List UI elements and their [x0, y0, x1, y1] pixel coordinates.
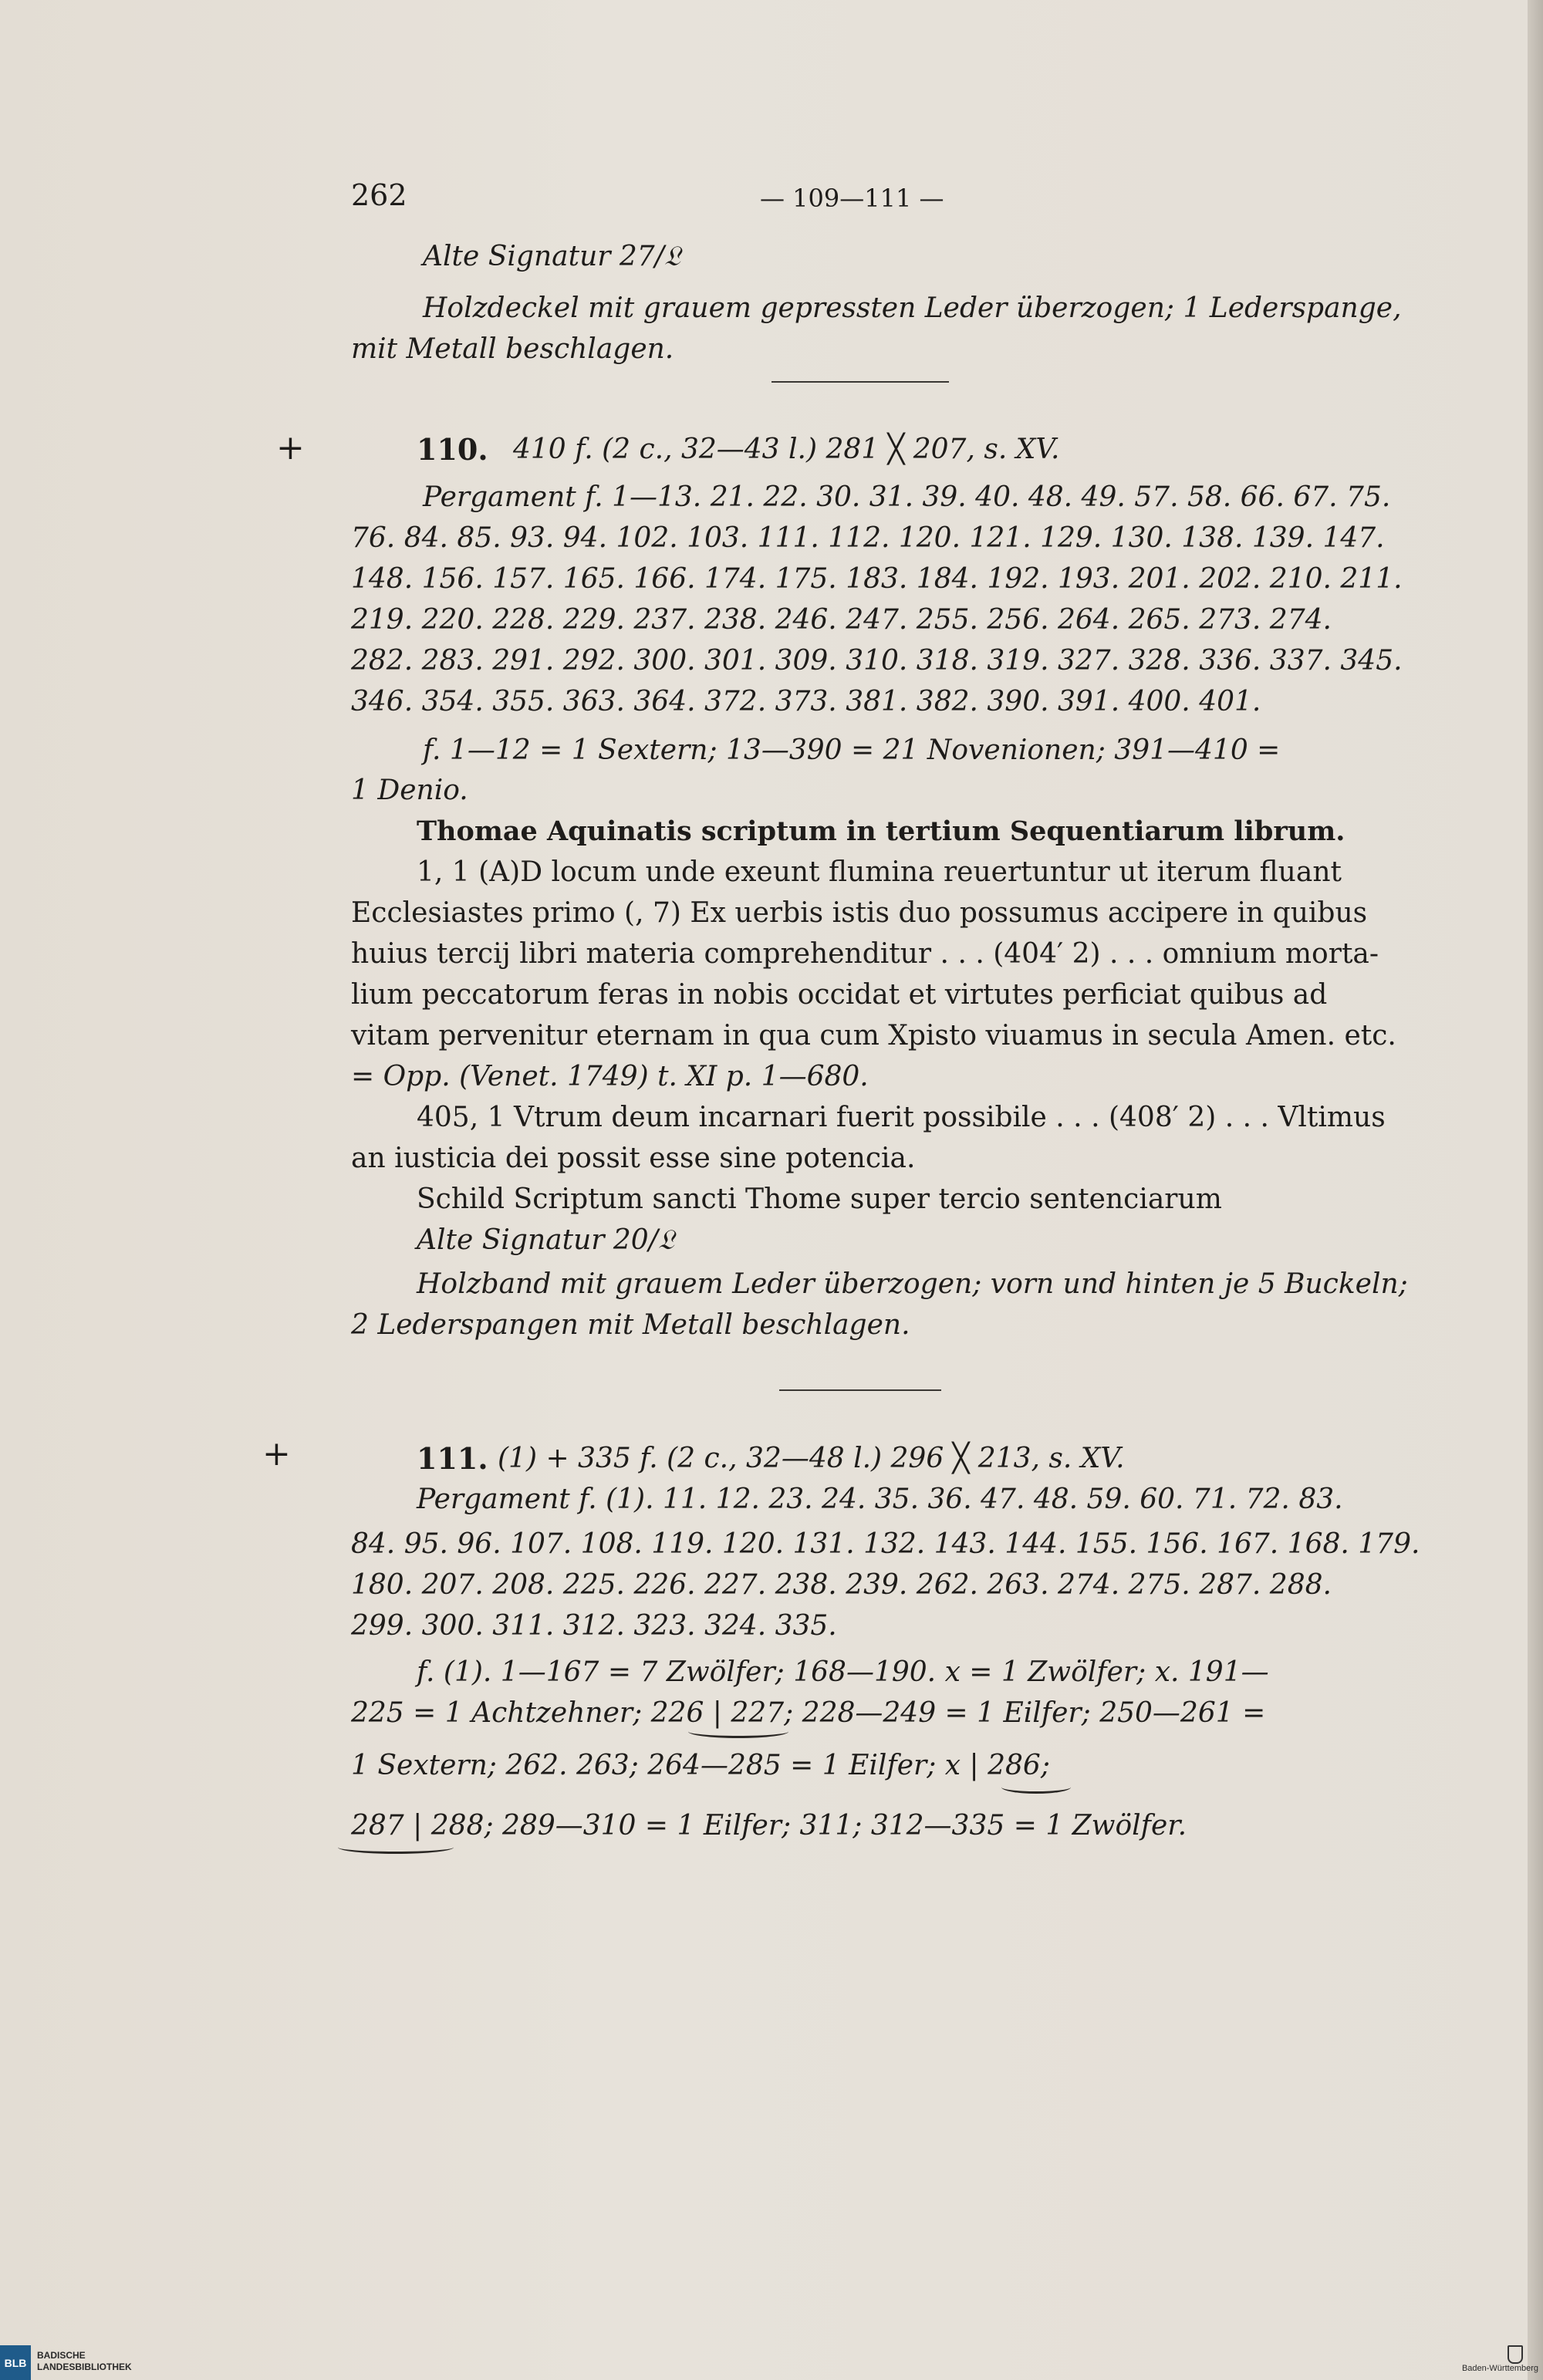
- entry-110-line: 1 Denio.: [351, 775, 468, 806]
- page-number: 262: [351, 178, 407, 212]
- entry-110-text-line: lium peccatorum feras in nobis occidat et virtutes perficiat quibus ad: [351, 979, 1328, 1011]
- entry-111-number: 111.: [417, 1441, 488, 1476]
- entry-110-text-line: 2 Lederspangen mit Metall beschlagen.: [351, 1309, 910, 1341]
- entry-109-signature: Alte Signatur 27/𝔏: [423, 241, 681, 272]
- entry-109-binding-line-1: Holzdeckel mit grauem gepressten Leder überzogen; 1 Lederspange,: [423, 292, 1402, 324]
- footer-region-label: Baden-Württemberg: [1461, 2364, 1538, 2373]
- entry-111-heading: (1) + 335 f. (2 c., 32—48 l.) 296 ╳ 213, s. XV.: [498, 1443, 1125, 1474]
- entry-111-line: 299. 300. 311. 312. 323. 324. 335.: [351, 1610, 837, 1642]
- section-divider: [779, 1389, 941, 1391]
- entry-110-line: 282. 283. 291. 292. 300. 301. 309. 310. 318. 319. 327. 328. 336. 337. 345.: [351, 645, 1403, 677]
- entry-110-line: 346. 354. 355. 363. 364. 372. 373. 381. 382. 390. 391. 400. 401.: [351, 686, 1261, 717]
- entry-110-line: 76. 84. 85. 93. 94. 102. 103. 111. 112. 120. 121. 129. 130. 138. 139. 147.: [351, 522, 1385, 554]
- entry-111-line: 1 Sextern; 262. 263; 264—285 = 1 Eilfer; x | 286;: [351, 1750, 1050, 1781]
- entry-111-line: Pergament f. (1). 11. 12. 23. 24. 35. 36. 47. 48. 59. 60. 71. 72. 83.: [417, 1484, 1343, 1515]
- section-divider: [772, 381, 949, 383]
- library-logo: BLB: [0, 2345, 31, 2380]
- running-title: — 109—111 —: [760, 184, 944, 213]
- entry-110-heading: 410 f. (2 c., 32—43 l.) 281 ╳ 207, s. XV.: [513, 434, 1060, 465]
- entry-111-marker: +: [262, 1434, 291, 1474]
- page-edge-shadow: [1528, 0, 1543, 2380]
- entry-110-text-line: Alte Signatur 20/𝔏: [417, 1224, 675, 1256]
- state-crest-icon: [1508, 2345, 1523, 2364]
- entry-110-text-line: Holzband mit grauem Leder überzogen; vorn und hinten je 5 Buckeln;: [417, 1268, 1408, 1300]
- entry-110-text-line: 405, 1 Vtrum deum incarnari fuerit possibile . . . (408′ 2) . . . Vltimus: [417, 1102, 1386, 1133]
- library-name: BADISCHE LANDESBIBLIOTHEK: [37, 2350, 132, 2372]
- binding-tie-mark: [1001, 1781, 1071, 1794]
- entry-110-number: 110.: [417, 432, 488, 467]
- binding-tie-mark: [688, 1725, 788, 1738]
- entry-110-marker: +: [276, 428, 305, 468]
- entry-111-line: 287 | 288; 289—310 = 1 Eilfer; 311; 312—335 = 1 Zwölfer.: [351, 1810, 1187, 1842]
- entry-111-line: f. (1). 1—167 = 7 Zwölfer; 168—190. x = 1 Zwölfer; x. 191—: [417, 1656, 1269, 1688]
- binding-tie-mark: [338, 1841, 454, 1854]
- entry-110-text-line: huius tercij libri materia comprehenditur . . . (404′ 2) . . . omnium morta-: [351, 938, 1379, 970]
- entry-110-text-line: Schild Scriptum sancti Thome super tercio sentenciarum: [417, 1183, 1222, 1215]
- entry-111-line: 225 = 1 Achtzehner; 226 | 227; 228—249 = 1 Eilfer; 250—261 =: [351, 1697, 1266, 1729]
- entry-111-line: 84. 95. 96. 107. 108. 119. 120. 131. 132. 143. 144. 155. 156. 167. 168. 179.: [351, 1528, 1420, 1560]
- entry-110-line: 219. 220. 228. 229. 237. 238. 246. 247. 255. 256. 264. 265. 273. 274.: [351, 604, 1332, 636]
- entry-110-text-line: 1, 1 (A)D locum unde exeunt flumina reuertuntur ut iterum fluant: [417, 856, 1342, 888]
- entry-110-line: Pergament f. 1—13. 21. 22. 30. 31. 39. 40. 48. 49. 57. 58. 66. 67. 75.: [423, 481, 1391, 513]
- entry-110-text-line: = Opp. (Venet. 1749) t. XI p. 1—680.: [351, 1061, 869, 1092]
- entry-110-text-line: Ecclesiastes primo (, 7) Ex uerbis istis duo possumus accipere in quibus: [351, 897, 1368, 929]
- entry-110-line: 148. 156. 157. 165. 166. 174. 175. 183. 184. 192. 193. 201. 202. 210. 211.: [351, 563, 1403, 595]
- entry-109-binding-line-2: mit Metall beschlagen.: [351, 333, 674, 365]
- entry-110-title: Thomae Aquinatis scriptum in tertium Sequentiarum librum.: [417, 815, 1345, 847]
- entry-111-line: 180. 207. 208. 225. 226. 227. 238. 239. 262. 263. 274. 275. 287. 288.: [351, 1569, 1332, 1601]
- entry-110-text-line: an iusticia dei possit esse sine potencia.: [351, 1143, 916, 1174]
- entry-110-line: f. 1—12 = 1 Sextern; 13—390 = 21 Novenionen; 391—410 =: [423, 734, 1281, 766]
- entry-110-text-line: vitam pervenitur eternam in qua cum Xpisto viuamus in secula Amen. etc.: [351, 1020, 1396, 1052]
